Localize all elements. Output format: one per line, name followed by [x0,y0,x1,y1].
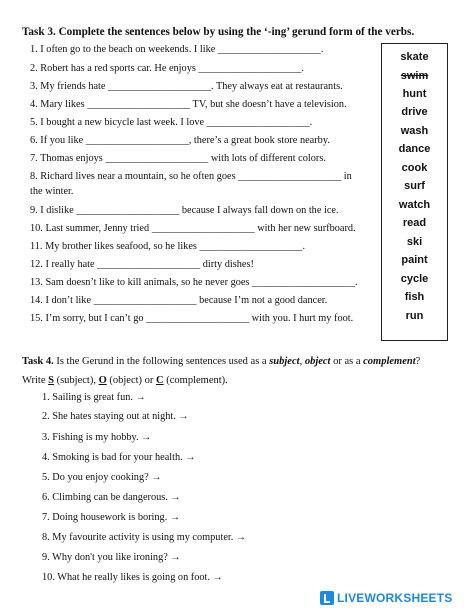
task3-sentence: 15. I’m sorry, but I can’t go ____________________ with you. I hurt my foot. [30,313,354,324]
task3-sentence: 11. My brother likes seafood, so he likes ____________________. [30,241,306,252]
task3-sentence: 8. Richard lives near a mountain, so he often goes ____________________ in [30,171,352,182]
task4-sep: , [299,356,305,367]
task3-sentence: 1. I often go to the beach on weekends. I like ____________________. [30,44,324,55]
letter-o: O [98,375,107,386]
task4-label: Task 4. [22,356,54,367]
word-bank [381,43,448,341]
task3-sentence: 9. I dislike ____________________ because I always fall down on the ice. [30,205,339,216]
word-bank-item: cook [401,162,428,174]
task4-item: 4. Smoking is bad for your health. → [42,452,196,463]
instruction-prefix: Write [22,375,49,386]
task3-sentence: 6. If you like ____________________, there’s a great book store nearby. [30,135,330,146]
task4-title-text: Is the Gerund in the following sentences used as a [53,356,270,367]
task3-title: Task 3. Complete the sentences below by using the ‘-ing’ gerund form of the verbs. [22,26,415,38]
task4-sep: or as a [330,356,364,367]
task3-sentence: 3. My friends hate ____________________. They always eat at restaurants. [30,81,343,92]
word-bank-item: hunt [402,88,427,100]
task3-sentence: 12. I really hate ____________________ dirty dishes! [30,259,254,270]
word-bank-item: fish [404,291,425,303]
term-complement: complement [363,356,416,367]
task4-item: 6. Climbing can be dangerous. → [42,492,181,503]
word-bank-item: watch [398,199,431,211]
letter-o-desc: (object) or [106,375,157,386]
task3-sentence: 14. I don’t like ____________________ because I’m not a good dancer. [30,295,328,306]
task3-sentence: 13. Sam doesn’t like to kill animals, so he never goes ____________________. [30,277,358,288]
task3-sentence: 4. Mary likes ____________________ TV, but she doesn’t have a television. [30,99,347,110]
word-bank-item: paint [401,254,428,266]
word-bank-item: skate [400,51,429,63]
word-bank-item: read [402,217,427,229]
word-bank-item: dance [398,143,431,155]
task4-item: 7. Doing housework is boring. → [42,512,181,523]
word-bank-item: drive [401,106,428,118]
letter-s: S [48,375,54,386]
task4-item: 2. She hates staying out at night. → [42,411,189,422]
logo-text: LIVEWORKSHEETS [337,591,453,605]
task3-sentence: 5. I bought a new bicycle last week. I love ____________________. [30,117,313,128]
task3-sentence: 10. Last summer, Jenny tried ____________________ with her new surfboard. [30,223,356,234]
task4-item: 1. Sailing is great fun. → [42,392,146,403]
word-bank-item: cycle [400,273,429,285]
task4-item: 8. My favourite activity is using my computer. → [42,532,247,543]
task3-sentence: 2. Robert has a red sports car. He enjoys ____________________. [30,63,304,74]
task4-item: 5. Do you enjoy cooking? → [42,472,162,483]
task4-title-end: ? [415,356,421,367]
task4-item: 9. Why don't you like ironing? → [42,552,181,563]
letter-s-desc: (subject), [53,375,99,386]
word-bank-item: ski [406,236,423,248]
task4-title [22,356,420,367]
task4-item: 3. Fishing is my hobby. → [42,432,152,443]
word-bank-item: surf [404,180,425,192]
task3-sentence: 7. Thomas enjoys ____________________ with lots of different colors. [30,153,326,164]
word-bank-item: wash [400,125,429,137]
liveworksheets-logo[interactable] [320,589,452,607]
word-bank-item: swim [400,70,429,82]
term-subject: subject [269,356,300,367]
check-icon [320,591,334,605]
task4-item: 10. What he really likes is going on foot. → [42,572,223,583]
term-object: object [304,356,331,367]
letter-c-desc: (complement). [163,375,228,386]
letter-c: C [156,375,164,386]
task4-instruction [22,375,228,386]
task3-sentence: the winter. [30,186,74,197]
word-bank-item: run [405,310,424,322]
